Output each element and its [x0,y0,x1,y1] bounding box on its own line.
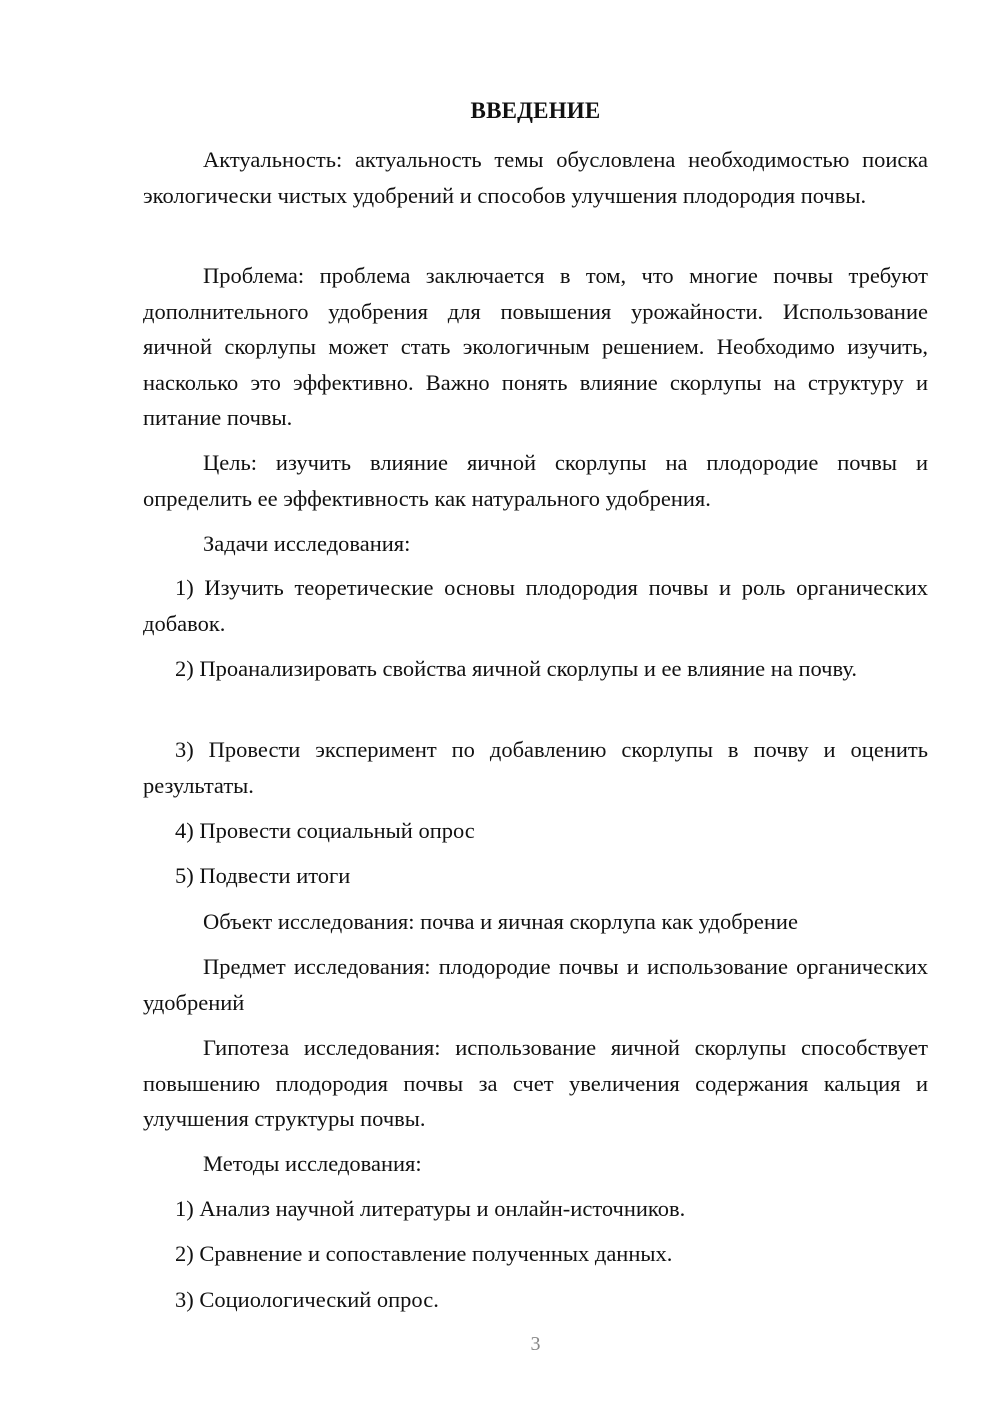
section-title: ВВЕДЕНИЕ [470,98,601,123]
paragraph-methods-heading: Методы исследования: [203,1151,422,1176]
list-item-method-1: 1) Анализ научной литературы и онлайн-источников. [175,1196,686,1221]
paragraph-tasks-heading: Задачи исследования: [203,531,411,556]
list-item-task-3: 3) Провести эксперимент по добавлению скорлупы в почву и оценить результаты. [143,737,928,798]
list-item-task-5: 5) Подвести итоги [175,863,351,888]
paragraph-problem: Проблема: проблема заключается в том, что многие почвы требуют дополнительного удобрения для повышения урожайности. Использование яичной скорлупы может стать экологичным решением. Необходимо изучить, насколько это эффективно. Важно понять влияние скорлупы на структуру и питание почвы. [143,263,928,430]
paragraph-goal: Цель: изучить влияние яичной скорлупы на плодородие почвы и определить ее эффективность как натурального удобрения. [143,450,928,511]
list-item-method-2: 2) Сравнение и сопоставление полученных данных. [175,1241,673,1266]
paragraph-hypothesis: Гипотеза исследования: использование яичной скорлупы способствует повышению плодородия почвы за счет увеличения содержания кальция и улучшения структуры почвы. [143,1035,928,1131]
list-item-task-1: 1) Изучить теоретические основы плодородия почвы и роль органических добавок. [143,575,928,636]
list-item-task-4: 4) Провести социальный опрос [175,818,475,843]
list-item-task-2: 2) Проанализировать свойства яичной скорлупы и ее влияние на почву. [175,656,857,681]
list-item-method-3: 3) Социологический опрос. [175,1287,439,1312]
paragraph-relevance: Актуальность: актуальность темы обусловлена необходимостью поиска экологически чистых удобрений и способов улучшения плодородия почвы. [143,147,928,208]
page-number: 3 [530,1333,541,1355]
paragraph-object: Объект исследования: почва и яичная скорлупа как удобрение [203,909,798,934]
paragraph-subject: Предмет исследования: плодородие почвы и использование органических удобрений [143,954,928,1015]
